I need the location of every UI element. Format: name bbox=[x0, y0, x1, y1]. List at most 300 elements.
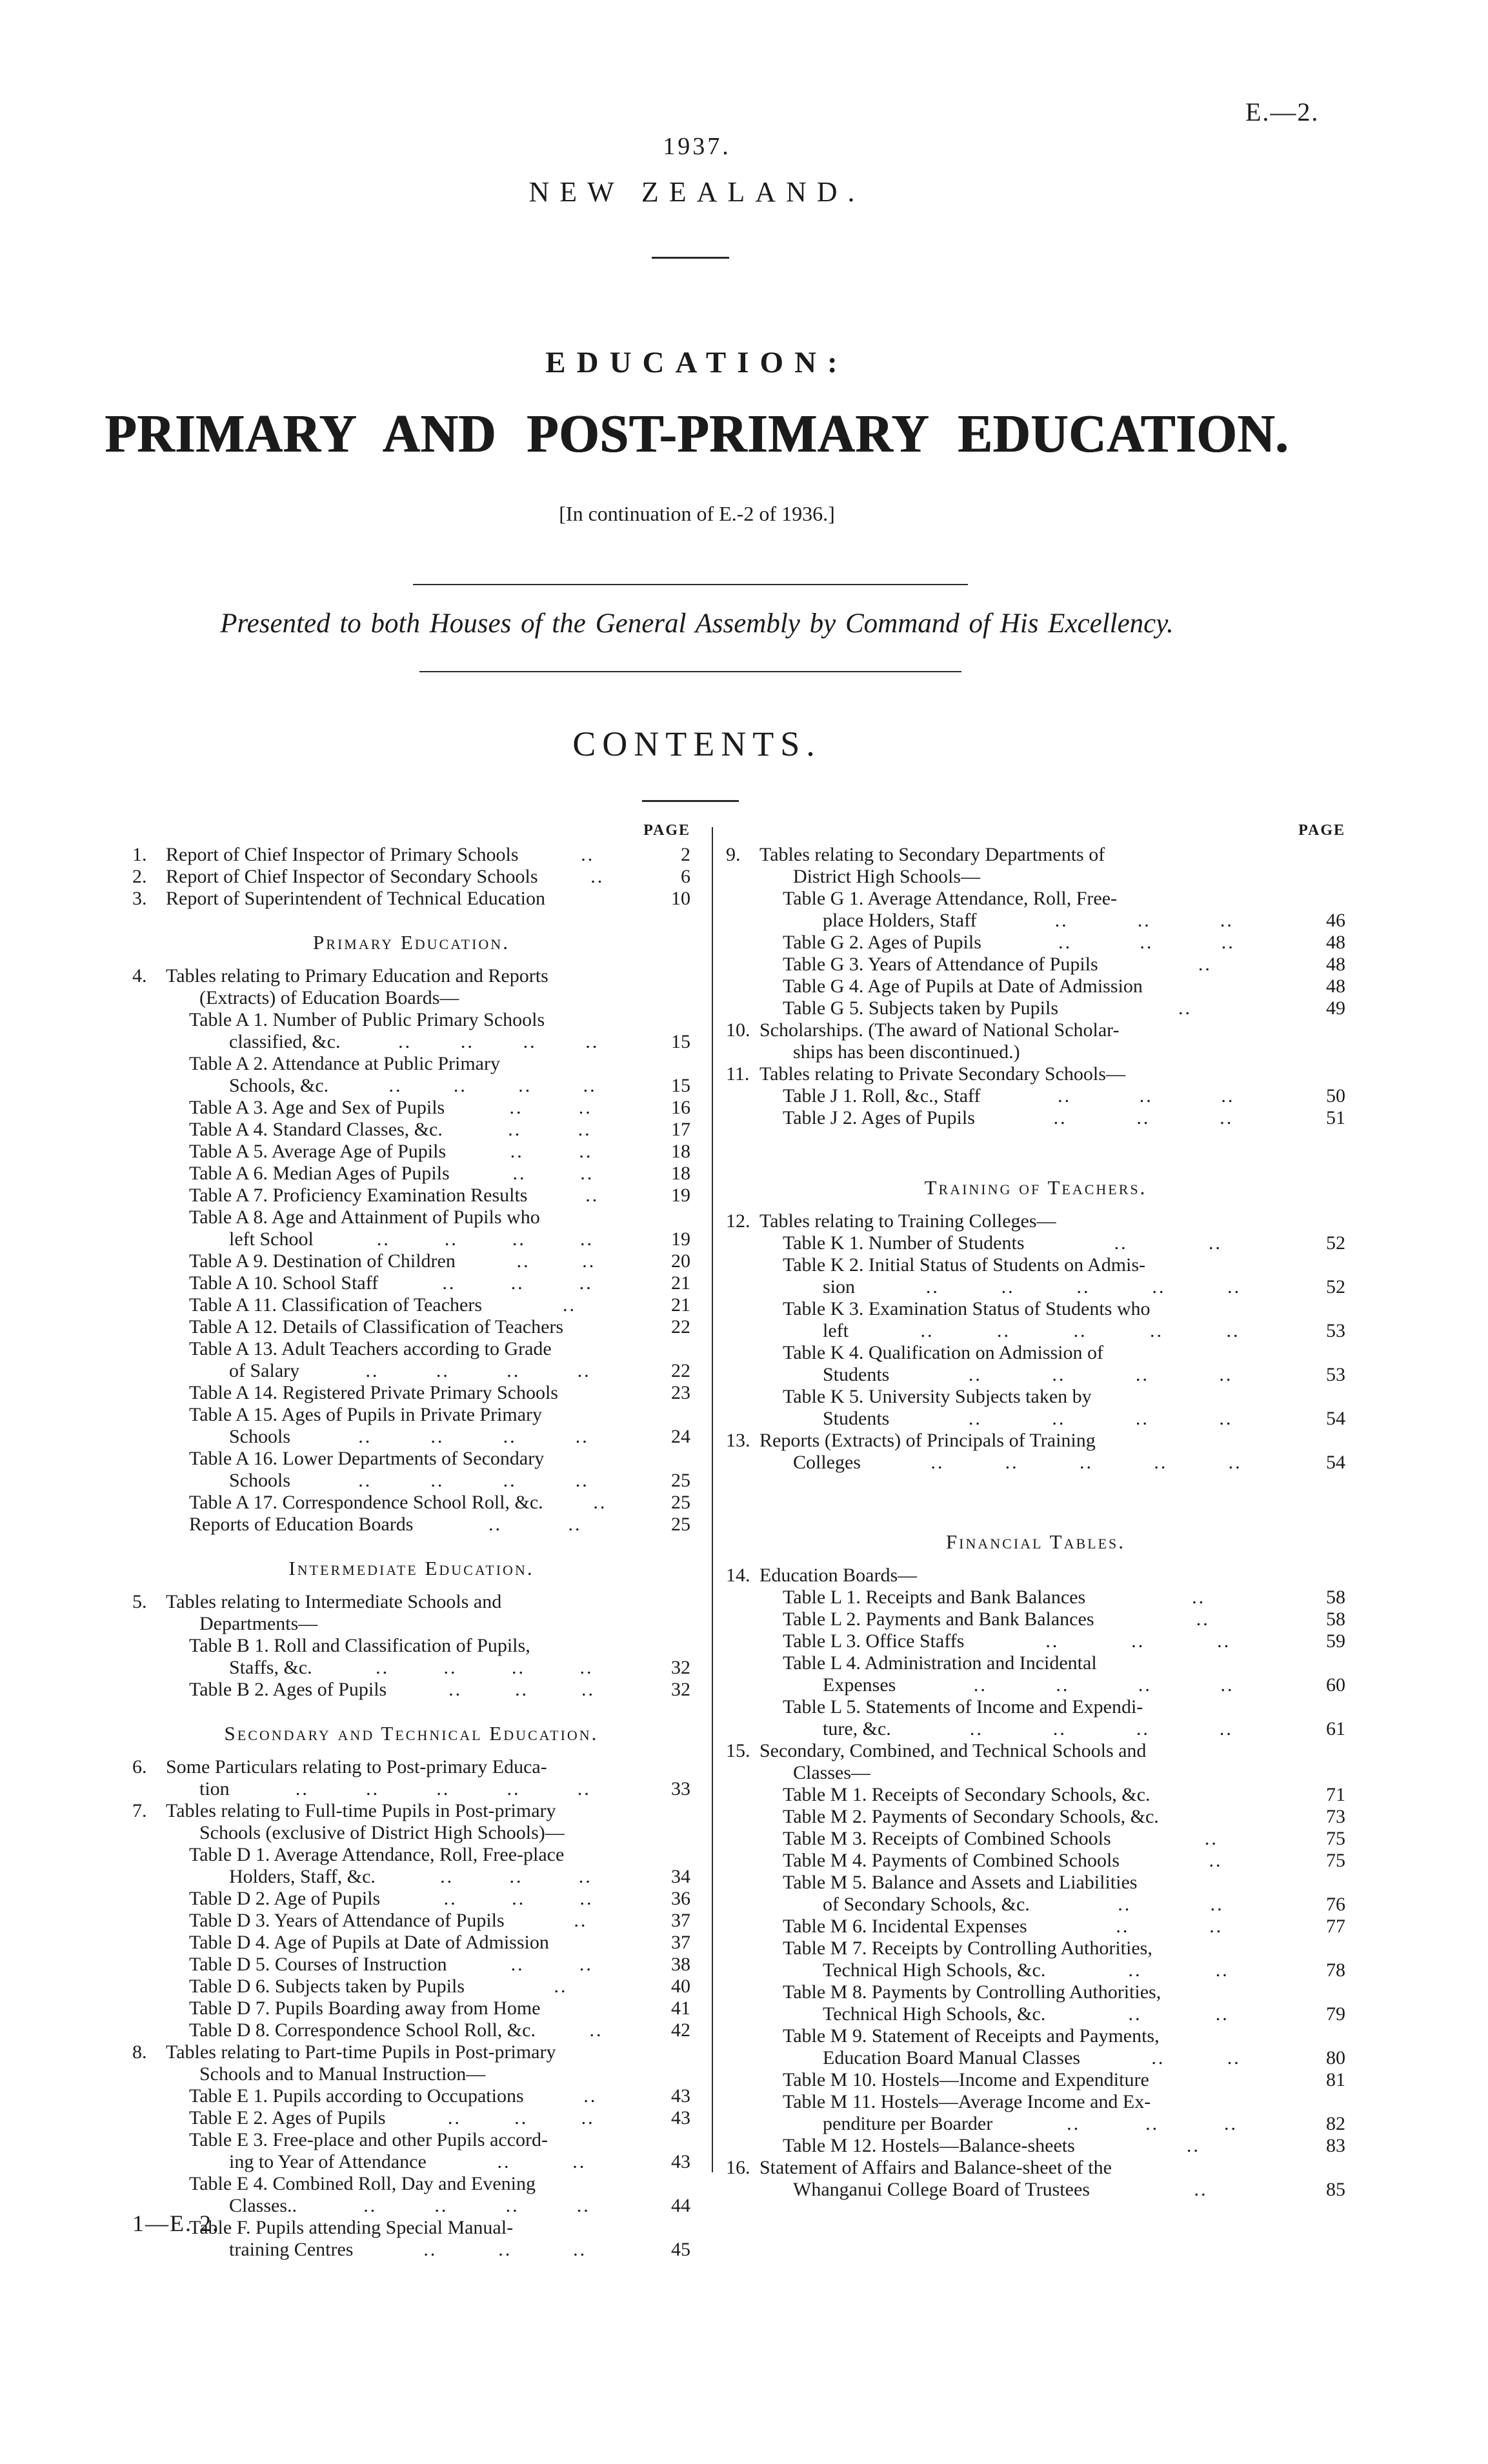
toc-line bbox=[132, 2107, 690, 2129]
toc-page-number: 25 bbox=[671, 1470, 690, 1491]
toc-item bbox=[726, 1565, 1345, 1740]
dot-leader: .. bbox=[1178, 997, 1192, 1019]
subject-heading: EDUCATION: bbox=[545, 346, 849, 379]
toc-text: Tables relating to Secondary Departments of bbox=[759, 844, 1105, 865]
toc-item-number: 5. bbox=[132, 1591, 147, 1612]
toc-column-right bbox=[726, 821, 1345, 2261]
toc-page-number: 36 bbox=[671, 1888, 690, 1909]
toc-page-number: 22 bbox=[671, 1316, 690, 1337]
dot-leader: .. .. .. bbox=[440, 1866, 592, 1887]
toc-text: classified, &c. bbox=[229, 1031, 341, 1052]
toc-text: Schools, &c. bbox=[229, 1075, 329, 1096]
toc-line bbox=[132, 1976, 690, 1998]
toc-line bbox=[132, 1756, 690, 1778]
toc-line bbox=[726, 1565, 1345, 1587]
toc-text: Education Boards— bbox=[759, 1565, 918, 1586]
toc-line bbox=[726, 1254, 1345, 1276]
toc-text: Schools and to Manual Instruction— bbox=[199, 2063, 486, 2085]
toc-line bbox=[726, 1674, 1345, 1696]
toc-line bbox=[132, 1207, 690, 1228]
toc-text: ture, &c. bbox=[823, 1718, 891, 1739]
toc-line bbox=[726, 1276, 1345, 1298]
toc-item-number: 16. bbox=[726, 2157, 750, 2178]
toc-line bbox=[726, 1452, 1345, 1474]
toc-line bbox=[132, 1294, 690, 1316]
toc-text: Schools bbox=[229, 1426, 291, 1447]
toc-line bbox=[132, 1053, 690, 1075]
toc-line bbox=[726, 2179, 1345, 2201]
toc-page-number: 43 bbox=[671, 2151, 690, 2172]
toc-line bbox=[726, 1938, 1345, 1959]
toc-line bbox=[726, 1587, 1345, 1608]
dot-leader: .. bbox=[1209, 1850, 1223, 1871]
toc-page-number: 82 bbox=[1326, 2113, 1345, 2134]
toc-item bbox=[726, 1019, 1345, 1063]
toc-line bbox=[726, 1916, 1345, 1938]
toc-page-number: 17 bbox=[671, 1119, 690, 1140]
toc-line bbox=[726, 1364, 1345, 1386]
toc-text: Report of Superintendent of Technical Education bbox=[166, 888, 546, 909]
toc-line bbox=[132, 1954, 690, 1976]
dot-leader: .. .. .. .. bbox=[973, 1674, 1234, 1696]
toc-page-number: 52 bbox=[1326, 1276, 1345, 1297]
dot-leader: .. bbox=[590, 866, 605, 887]
toc-line bbox=[132, 1250, 690, 1272]
toc-line bbox=[726, 1630, 1345, 1652]
toc-page-number: 18 bbox=[671, 1163, 690, 1184]
dot-leader: .. .. bbox=[1151, 2047, 1241, 2068]
toc-page-number: 43 bbox=[671, 2107, 690, 2128]
toc-text: Table A 6. Median Ages of Pupils bbox=[189, 1163, 450, 1184]
toc-line bbox=[132, 1141, 690, 1163]
toc-page-number: 15 bbox=[671, 1031, 690, 1052]
toc-line bbox=[726, 1762, 1345, 1784]
toc-line bbox=[132, 1635, 690, 1657]
toc-text: Table K 1. Number of Students bbox=[783, 1232, 1025, 1254]
toc-line bbox=[132, 1998, 690, 2019]
dot-leader: .. .. .. .. bbox=[388, 1075, 597, 1096]
toc-item-number: 3. bbox=[132, 888, 147, 909]
toc-text: Table A 11. Classification of Teachers bbox=[189, 1294, 483, 1316]
toc-line bbox=[132, 1009, 690, 1031]
toc-text: (Extracts) of Education Boards— bbox=[199, 987, 459, 1008]
toc-text: Table D 4. Age of Pupils at Date of Admission bbox=[189, 1932, 549, 1953]
country-title: NEW ZEALAND. bbox=[528, 176, 865, 208]
toc-line bbox=[132, 1448, 690, 1470]
toc-item bbox=[132, 866, 690, 888]
toc-line bbox=[132, 1613, 690, 1635]
toc-page-number: 51 bbox=[1326, 1107, 1345, 1128]
toc-text: sion bbox=[823, 1276, 856, 1297]
toc-page-number: 32 bbox=[671, 1679, 690, 1700]
toc-text: Tables relating to Private Secondary Schools— bbox=[759, 1063, 1125, 1085]
toc-page-number: 49 bbox=[1326, 997, 1345, 1019]
toc-item bbox=[726, 1210, 1345, 1430]
toc-text: Table D 8. Correspondence School Roll, &c. bbox=[189, 2019, 536, 2041]
toc-page-number: 22 bbox=[671, 1360, 690, 1381]
toc-page-number: 38 bbox=[671, 1954, 690, 1975]
toc-page-number: 81 bbox=[1326, 2069, 1345, 2090]
toc-line bbox=[726, 1850, 1345, 1872]
toc-line bbox=[726, 1210, 1345, 1232]
dot-leader: .. .. .. .. bbox=[968, 1364, 1233, 1385]
toc-text: Report of Chief Inspector of Secondary Schools bbox=[166, 866, 538, 887]
toc-page-number: 78 bbox=[1326, 1959, 1345, 1981]
toc-line bbox=[726, 1740, 1345, 1762]
dot-leader: .. .. .. .. bbox=[365, 1360, 591, 1381]
dot-leader: .. .. bbox=[508, 1119, 592, 1140]
toc-text: Table L 5. Statements of Income and Expendi- bbox=[783, 1696, 1143, 1718]
toc-line bbox=[726, 1828, 1345, 1850]
toc-line bbox=[132, 1382, 690, 1404]
presented-line: Presented to both Houses of the General Assembly by Command of His Excellency. bbox=[220, 608, 1174, 639]
toc-page-number: 77 bbox=[1326, 1916, 1345, 1937]
toc-line bbox=[726, 1784, 1345, 1806]
dot-leader: .. .. bbox=[488, 1514, 582, 1535]
toc-text: Secondary, Combined, and Technical Schools and bbox=[759, 1740, 1147, 1761]
dot-leader: .. bbox=[583, 2085, 598, 2107]
toc-line bbox=[132, 1404, 690, 1426]
toc-page-number: 52 bbox=[1326, 1232, 1345, 1254]
doc-code: E.—2. bbox=[1245, 97, 1320, 126]
toc-line bbox=[132, 1932, 690, 1954]
toc-line bbox=[726, 1019, 1345, 1041]
dot-leader: .. bbox=[554, 1976, 568, 1997]
toc-line bbox=[132, 2085, 690, 2107]
toc-text: Tables relating to Full-time Pupils in Post-primary bbox=[166, 1800, 556, 1821]
toc-text: District High Schools— bbox=[793, 866, 980, 887]
toc-text: Colleges bbox=[793, 1452, 861, 1473]
toc-line bbox=[132, 2041, 690, 2063]
dot-leader: .. .. .. bbox=[1058, 932, 1235, 953]
dot-leader: .. .. bbox=[512, 1163, 594, 1184]
toc-text: Table M 3. Receipts of Combined Schools bbox=[783, 1828, 1111, 1849]
dot-leader: .. .. .. .. .. bbox=[295, 1778, 591, 1799]
toc-line bbox=[726, 866, 1345, 888]
page-column-label: PAGE bbox=[643, 822, 690, 839]
page-column-label: PAGE bbox=[1298, 822, 1345, 839]
toc-line bbox=[726, 954, 1345, 976]
toc-text: Table A 7. Proficiency Examination Results bbox=[189, 1185, 528, 1206]
toc-line bbox=[132, 1910, 690, 1932]
toc-page-number: 45 bbox=[671, 2239, 690, 2260]
toc-page-number: 21 bbox=[671, 1272, 690, 1294]
toc-item-number: 11. bbox=[726, 1063, 750, 1085]
toc-text: Table L 1. Receipts and Bank Balances bbox=[783, 1587, 1086, 1608]
toc-line bbox=[132, 1360, 690, 1382]
toc-text: left School bbox=[229, 1228, 314, 1250]
dot-leader: .. bbox=[585, 1185, 599, 1206]
toc-text: Table M 10. Hostels—Income and Expenditure bbox=[783, 2069, 1149, 2090]
toc-text: Table A 17. Correspondence School Roll, &c. bbox=[189, 1492, 543, 1513]
toc-page-number: 83 bbox=[1326, 2135, 1345, 2156]
toc-text: Classes— bbox=[793, 1762, 870, 1783]
toc-text: Tables relating to Part-time Pupils in Post-primary bbox=[166, 2041, 556, 2063]
dot-leader: .. .. .. .. bbox=[398, 1031, 599, 1052]
toc-page-number: 37 bbox=[671, 1932, 690, 1953]
toc-page-number: 48 bbox=[1326, 976, 1345, 997]
toc-text: Whanganui College Board of Trustees bbox=[793, 2179, 1090, 2200]
dot-leader: .. .. bbox=[1116, 1916, 1223, 1937]
toc-text: penditure per Boarder bbox=[823, 2113, 993, 2134]
toc-line bbox=[132, 1316, 690, 1338]
toc-page-number: 18 bbox=[671, 1141, 690, 1162]
dot-leader: .. .. .. bbox=[1054, 910, 1234, 931]
toc-text: Education Board Manual Classes bbox=[823, 2047, 1081, 2068]
toc-item-number: 4. bbox=[132, 965, 147, 987]
toc-text: Technical High Schools, &c. bbox=[823, 1959, 1046, 1981]
toc-line bbox=[726, 976, 1345, 997]
toc-text: Classes.. bbox=[229, 2195, 297, 2216]
toc-line bbox=[726, 1063, 1345, 1085]
toc-text: Table E 1. Pupils according to Occupations bbox=[189, 2085, 524, 2107]
toc-text: Table M 8. Payments by Controlling Authorities, bbox=[783, 1981, 1161, 2003]
toc-line bbox=[132, 2239, 690, 2261]
toc-text: Table L 2. Payments and Bank Balances bbox=[783, 1608, 1094, 1630]
toc-text: Table G 5. Subjects taken by Pupils bbox=[783, 997, 1059, 1019]
toc-line bbox=[132, 1492, 690, 1514]
toc-line bbox=[132, 2151, 690, 2173]
toc-line bbox=[726, 2025, 1345, 2047]
toc-line bbox=[132, 1888, 690, 1910]
dot-leader: .. .. .. bbox=[423, 2239, 587, 2260]
toc-line bbox=[132, 1778, 690, 1800]
toc-text: Tables relating to Training Colleges— bbox=[759, 1210, 1056, 1232]
toc-text: Table A 15. Ages of Pupils in Private Primary bbox=[189, 1404, 543, 1425]
toc-item bbox=[132, 1756, 690, 1800]
toc-item-number: 6. bbox=[132, 1756, 147, 1778]
toc-line bbox=[132, 2173, 690, 2195]
divider-rule bbox=[642, 800, 739, 802]
toc-text: Table G 2. Ages of Pupils bbox=[783, 932, 981, 953]
dot-leader: .. .. .. .. bbox=[376, 1657, 594, 1678]
toc-item bbox=[726, 1063, 1345, 1129]
toc-text: Table L 3. Office Staffs bbox=[783, 1630, 965, 1652]
toc-text: Statement of Affairs and Balance-sheet of the bbox=[759, 2157, 1112, 2178]
toc-line bbox=[726, 888, 1345, 910]
toc-text: Table E 3. Free-place and other Pupils accord- bbox=[189, 2129, 548, 2150]
toc-text: Table M 6. Incidental Expenses bbox=[783, 1916, 1027, 1937]
dot-leader: .. bbox=[1194, 2179, 1208, 2200]
toc-item-number: 2. bbox=[132, 866, 147, 887]
dot-leader: .. .. .. .. .. bbox=[930, 1452, 1242, 1473]
toc-text: Staffs, &c. bbox=[229, 1657, 312, 1678]
toc-text: Table A 16. Lower Departments of Secondary bbox=[189, 1448, 545, 1469]
toc-text: Table A 10. School Staff bbox=[189, 1272, 379, 1294]
toc-line bbox=[132, 2129, 690, 2151]
toc-text: Table A 13. Adult Teachers according to Grade bbox=[189, 1338, 552, 1359]
toc-item bbox=[132, 1591, 690, 1701]
toc-text: Table M 9. Statement of Receipts and Payments, bbox=[783, 2025, 1160, 2047]
toc-line bbox=[726, 1872, 1345, 1894]
toc-page-number: 54 bbox=[1326, 1408, 1345, 1429]
toc-line bbox=[132, 987, 690, 1009]
toc-page-number: 6 bbox=[681, 866, 690, 887]
toc-line bbox=[132, 1097, 690, 1119]
dot-leader: .. .. bbox=[510, 1954, 593, 1975]
dot-leader: .. .. .. bbox=[1067, 2113, 1238, 2134]
toc-line bbox=[132, 1272, 690, 1294]
toc-page-number: 25 bbox=[671, 1514, 690, 1535]
toc-line bbox=[132, 1844, 690, 1866]
toc-line bbox=[132, 1822, 690, 1844]
toc-page-number: 10 bbox=[671, 888, 690, 909]
divider-rule bbox=[419, 671, 961, 672]
toc-text: Table M 12. Hostels—Balance-sheets bbox=[783, 2135, 1075, 2156]
toc-text: Table D 5. Courses of Instruction bbox=[189, 1954, 447, 1975]
toc-text: Table E 2. Ages of Pupils bbox=[189, 2107, 386, 2128]
toc-column-left bbox=[132, 821, 690, 2261]
toc-page-number: 19 bbox=[671, 1185, 690, 1206]
toc-page-number: 25 bbox=[671, 1492, 690, 1513]
dot-leader: .. bbox=[1198, 954, 1212, 975]
toc-line bbox=[726, 2003, 1345, 2025]
toc-text: Table D 2. Age of Pupils bbox=[189, 1888, 381, 1909]
toc-item-number: 14. bbox=[726, 1565, 750, 1586]
toc-item-number: 8. bbox=[132, 2041, 147, 2063]
toc-text: Table M 4. Payments of Combined Schools bbox=[783, 1850, 1120, 1871]
toc-line bbox=[132, 1800, 690, 1822]
toc-text: Table J 2. Ages of Pupils bbox=[783, 1107, 975, 1128]
dot-leader: .. .. bbox=[1114, 1232, 1222, 1254]
toc-page-number: 2 bbox=[681, 844, 690, 865]
continuation-note: [In continuation of E.-2 of 1936.] bbox=[559, 502, 835, 525]
toc-page-number: 75 bbox=[1326, 1850, 1345, 1871]
toc-page-number: 58 bbox=[1326, 1608, 1345, 1630]
toc-page-number: 48 bbox=[1326, 932, 1345, 953]
toc-page-number: 32 bbox=[671, 1657, 690, 1678]
toc-item-number: 7. bbox=[132, 1800, 147, 1821]
toc-text: Table E 4. Combined Roll, Day and Evening bbox=[189, 2173, 536, 2194]
toc-page-number: 50 bbox=[1326, 1085, 1345, 1107]
dot-leader: .. .. bbox=[1128, 2003, 1229, 2025]
toc-text: Table A 5. Average Age of Pupils bbox=[189, 1141, 447, 1162]
toc-page-number: 54 bbox=[1326, 1452, 1345, 1473]
footer-signature: 1—E. 2. bbox=[132, 2210, 219, 2236]
toc-line bbox=[726, 1041, 1345, 1063]
toc-page-number: 23 bbox=[671, 1382, 690, 1403]
toc-page-number: 15 bbox=[671, 1075, 690, 1096]
toc-line bbox=[726, 2135, 1345, 2157]
toc-line bbox=[726, 1981, 1345, 2003]
dot-leader: .. bbox=[574, 1910, 588, 1931]
toc-text: ships has been discontinued.) bbox=[793, 1041, 1020, 1063]
toc-item bbox=[726, 1430, 1345, 1474]
dot-leader: .. bbox=[1186, 2135, 1200, 2156]
toc-line bbox=[726, 2069, 1345, 2091]
toc-line bbox=[132, 1119, 690, 1141]
toc-page-number: 73 bbox=[1326, 1806, 1345, 1827]
toc-line bbox=[132, 1163, 690, 1185]
dot-leader: .. .. .. .. bbox=[968, 1408, 1233, 1429]
toc-item bbox=[726, 1740, 1345, 2157]
toc-page-number: 58 bbox=[1326, 1587, 1345, 1608]
toc-line bbox=[726, 2047, 1345, 2069]
toc-text: Table B 1. Roll and Classification of Pupils, bbox=[189, 1635, 530, 1656]
toc-text: Table M 1. Receipts of Secondary Schools, &c. bbox=[783, 1784, 1151, 1805]
dot-leader: .. .. .. .. bbox=[376, 1228, 594, 1250]
toc-item-number: 9. bbox=[726, 844, 741, 865]
toc-line bbox=[132, 888, 690, 910]
dot-leader: .. .. .. .. bbox=[969, 1718, 1233, 1739]
toc-text: Table M 11. Hostels—Average Income and Ex- bbox=[783, 2091, 1151, 2112]
dot-leader: .. .. bbox=[510, 1141, 593, 1162]
toc-item bbox=[726, 2157, 1345, 2201]
toc-line bbox=[132, 844, 690, 866]
toc-line bbox=[726, 1959, 1345, 1981]
toc-item bbox=[132, 844, 690, 866]
toc-page-number: 40 bbox=[671, 1976, 690, 1997]
dot-leader: .. .. bbox=[1128, 1959, 1229, 1981]
toc-page-number: 60 bbox=[1326, 1674, 1345, 1696]
toc-item-number: 12. bbox=[726, 1210, 750, 1232]
toc-page-number: 79 bbox=[1326, 2003, 1345, 2025]
toc-line bbox=[132, 965, 690, 987]
toc-page-number: 33 bbox=[671, 1778, 690, 1799]
toc-text: Table G 4. Age of Pupils at Date of Admission bbox=[783, 976, 1143, 997]
toc-page-number: 53 bbox=[1326, 1320, 1345, 1341]
toc-page-number: 34 bbox=[671, 1866, 690, 1887]
spacer bbox=[726, 1474, 1345, 1509]
toc-text: Tables relating to Primary Education and Reports bbox=[166, 965, 548, 987]
dot-leader: .. .. .. .. bbox=[363, 2195, 590, 2216]
toc-section-heading: Training of Teachers. bbox=[924, 1176, 1147, 1199]
toc-page-number: 59 bbox=[1326, 1630, 1345, 1652]
toc-line bbox=[132, 1866, 690, 1888]
toc-page-number: 71 bbox=[1326, 1784, 1345, 1805]
toc-text: Departments— bbox=[199, 1613, 318, 1634]
toc-page-number: 48 bbox=[1326, 954, 1345, 975]
toc-text: Table A 3. Age and Sex of Pupils bbox=[189, 1097, 445, 1118]
toc-line bbox=[132, 1075, 690, 1097]
table-of-contents bbox=[132, 821, 1345, 2261]
toc-page-number: 16 bbox=[671, 1097, 690, 1118]
toc-line bbox=[726, 1085, 1345, 1107]
dot-leader: .. .. bbox=[509, 1097, 592, 1118]
toc-page-number: 53 bbox=[1326, 1364, 1345, 1385]
toc-text: Table F. Pupils attending Special Manual- bbox=[189, 2217, 514, 2238]
dot-leader: .. bbox=[1204, 1828, 1218, 1849]
toc-item bbox=[132, 965, 690, 1536]
toc-page-number: 37 bbox=[671, 1910, 690, 1931]
toc-text: Table A 12. Details of Classification of Teachers bbox=[189, 1316, 564, 1337]
toc-page-number: 21 bbox=[671, 1294, 690, 1316]
toc-page-number: 42 bbox=[671, 2019, 690, 2041]
dot-leader: .. .. .. bbox=[1058, 1085, 1235, 1107]
toc-line bbox=[726, 2113, 1345, 2135]
toc-text: Table D 3. Years of Attendance of Pupils bbox=[189, 1910, 505, 1931]
toc-item bbox=[132, 1800, 690, 2041]
toc-line bbox=[726, 1608, 1345, 1630]
toc-line bbox=[132, 2019, 690, 2041]
dot-leader: .. .. bbox=[497, 2151, 587, 2172]
toc-text: place Holders, Staff bbox=[823, 910, 977, 931]
toc-text: Some Particulars relating to Post-primary Educa- bbox=[166, 1756, 547, 1778]
toc-item bbox=[132, 888, 690, 910]
toc-line bbox=[726, 1430, 1345, 1452]
dot-leader: .. .. .. bbox=[448, 1679, 596, 1700]
toc-text: training Centres bbox=[229, 2239, 354, 2260]
toc-line bbox=[726, 1408, 1345, 1430]
toc-section-heading: Primary Education. bbox=[313, 931, 510, 954]
toc-text: Technical High Schools, &c. bbox=[823, 2003, 1046, 2025]
toc-line bbox=[726, 1718, 1345, 1740]
toc-page-number: 24 bbox=[671, 1426, 690, 1447]
dot-leader: .. .. bbox=[1118, 1894, 1224, 1915]
dot-leader: .. .. bbox=[516, 1250, 596, 1272]
dot-leader: .. .. .. bbox=[442, 1272, 593, 1294]
toc-text: Holders, Staff, &c. bbox=[229, 1866, 376, 1887]
